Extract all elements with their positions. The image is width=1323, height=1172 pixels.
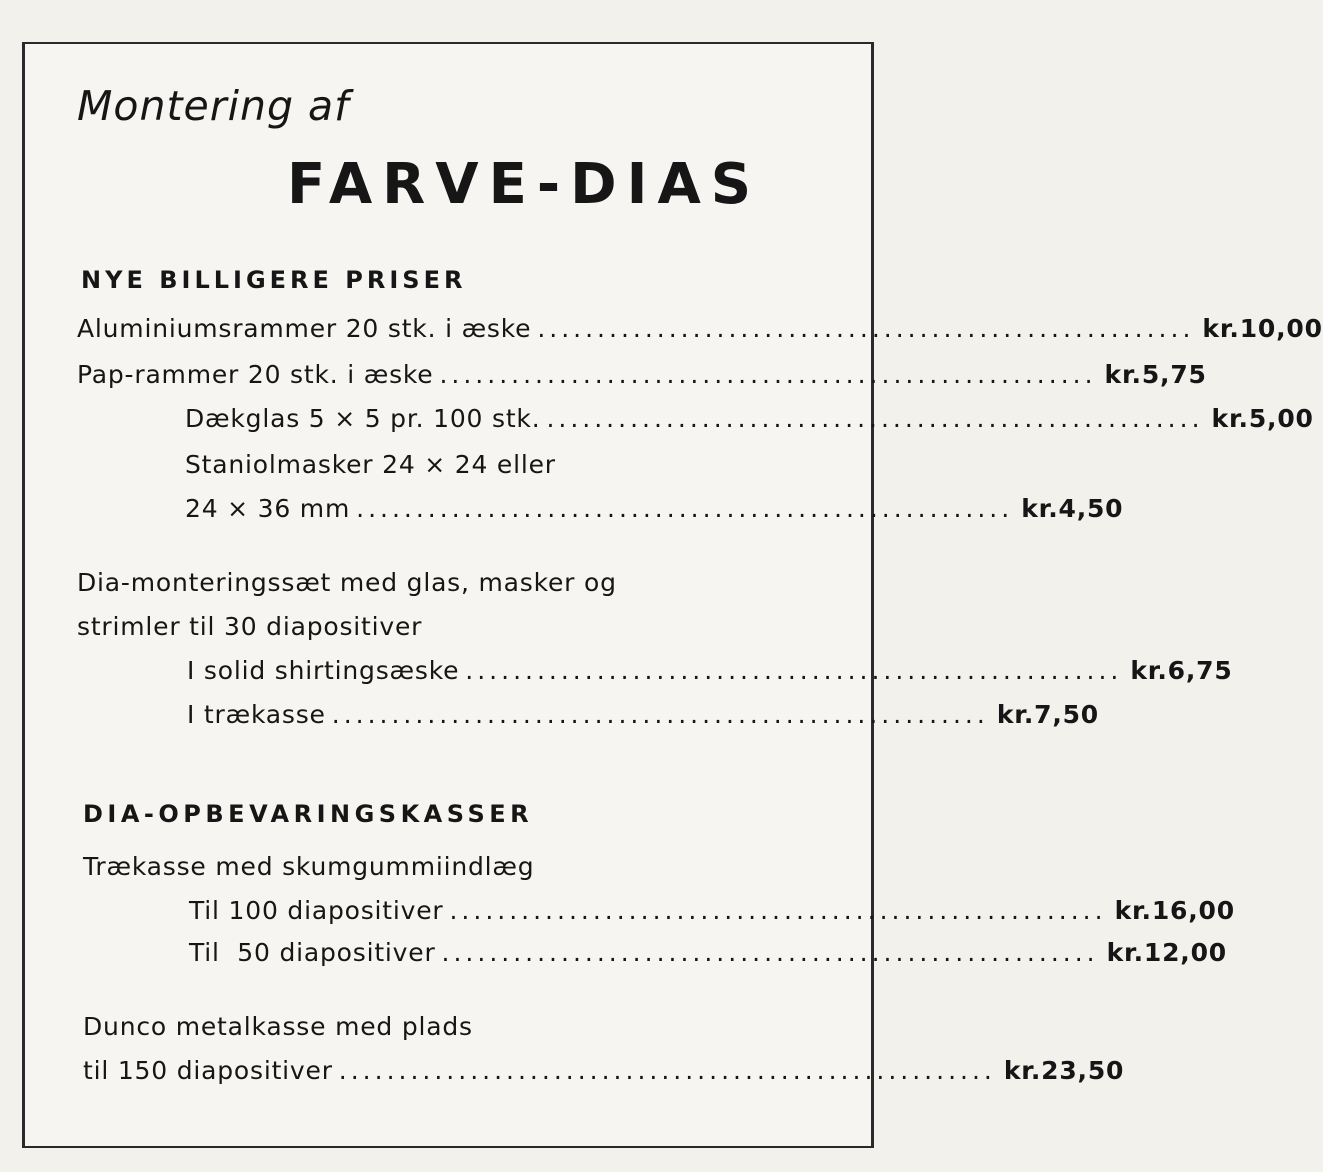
- dot-leader: .......................................................: [537, 314, 1195, 343]
- section-heading-prices: NYE BILLIGERE PRISER: [81, 266, 467, 294]
- dot-leader: .......................................................: [356, 494, 1014, 523]
- currency-label: kr.: [1106, 938, 1144, 967]
- title-intro: Montering af: [77, 82, 350, 130]
- dot-leader: .......................................................: [331, 700, 989, 729]
- currency-label: kr.: [1114, 896, 1152, 925]
- price-row-traekasse: [187, 700, 1100, 729]
- item-description: Til 50 diapositiver: [189, 938, 436, 967]
- page-title: FARVE-DIAS: [287, 152, 762, 217]
- currency-label: kr.: [1003, 1056, 1042, 1085]
- item-price: 5,00: [1248, 404, 1314, 433]
- item-description: I trækasse: [187, 700, 326, 729]
- currency-label: kr.: [1130, 656, 1168, 685]
- currency-label: kr.: [1021, 494, 1059, 523]
- dot-leader: .......................................................: [338, 1056, 996, 1085]
- price-row-pap: [77, 360, 1207, 389]
- item-price: 6,75: [1167, 656, 1233, 685]
- item-price: 16,00: [1151, 896, 1235, 925]
- section-heading-storage: DIA-OPBEVARINGSKASSER: [83, 800, 534, 828]
- dot-leader: .......................................................: [441, 938, 1099, 967]
- item-description-line: Staniolmasker 24 × 24 eller: [185, 450, 556, 479]
- dot-leader: .......................................................: [465, 656, 1123, 685]
- metal-description-line: Dunco metalkasse med plads: [83, 1012, 473, 1041]
- price-row-til-50: [189, 938, 1227, 967]
- price-row-til-100: [189, 896, 1235, 925]
- set-description-line: Dia-monteringssæt med glas, masker og: [77, 568, 617, 597]
- price-list-frame: [22, 42, 1323, 1148]
- item-price: 7,50: [1034, 700, 1100, 729]
- price-row-aluminium: [77, 314, 1323, 343]
- dot-leader: .......................................................: [546, 404, 1204, 433]
- item-price: 23,50: [1041, 1056, 1125, 1085]
- item-price: 10,00: [1239, 314, 1323, 343]
- dot-leader: .......................................................: [449, 896, 1107, 925]
- item-description: 24 × 36 mm: [185, 494, 351, 523]
- item-description: I solid shirtingsæske: [187, 656, 460, 685]
- item-price: 5,75: [1141, 360, 1207, 389]
- group-description-line: Trækasse med skumgummiindlæg: [83, 852, 535, 881]
- item-description: Aluminiumsrammer 20 stk. i æske: [77, 314, 532, 343]
- currency-label: kr.: [1104, 360, 1142, 389]
- price-row-metalkasse: [83, 1056, 1125, 1085]
- item-price: 12,00: [1143, 938, 1227, 967]
- item-description: til 150 diapositiver: [83, 1056, 333, 1085]
- price-row-shirting: [187, 656, 1233, 685]
- set-description-line: strimler til 30 diapositiver: [77, 612, 423, 641]
- currency-label: kr.: [1202, 314, 1240, 343]
- item-description: Pap-rammer 20 stk. i æske: [77, 360, 434, 389]
- currency-label: kr.: [996, 700, 1035, 729]
- item-description: Til 100 diapositiver: [189, 896, 444, 925]
- item-price: 4,50: [1058, 494, 1124, 523]
- currency-label: kr.: [1211, 404, 1249, 433]
- price-row-daekglas: [185, 404, 1314, 433]
- dot-leader: .......................................................: [439, 360, 1097, 389]
- item-description: Dækglas 5 × 5 pr. 100 stk.: [185, 404, 541, 433]
- price-row-staniol: [185, 494, 1124, 523]
